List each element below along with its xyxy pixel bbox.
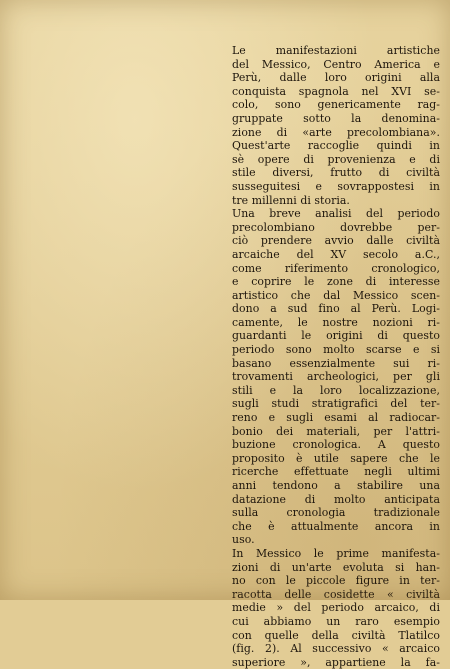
text-line: superiore », appartiene la fa- bbox=[232, 655, 440, 669]
paragraph-3 bbox=[232, 547, 440, 669]
text-line: con quelle della civiltà Tlatilco bbox=[232, 628, 440, 642]
text-line: e coprire le zone di interesse bbox=[232, 275, 440, 289]
text-line: basano essenzialmente sui ri- bbox=[232, 356, 440, 370]
text-line: dono a sud fino al Perù. Logi- bbox=[232, 302, 440, 316]
text-line: proposito è utile sapere che le bbox=[232, 451, 440, 465]
text-line: Le manifestazioni artistiche bbox=[232, 44, 440, 57]
text-line: cui abbiamo un raro esempio bbox=[232, 614, 440, 628]
text-line: reno e sugli esami al radiocar- bbox=[232, 411, 440, 425]
text-line: che è attualmente ancora in bbox=[232, 519, 440, 533]
text-line: datazione di molto anticipata bbox=[232, 492, 440, 506]
text-line: Perù, dalle loro origini alla bbox=[232, 71, 440, 85]
text-line: racotta delle cosidette « civiltà bbox=[232, 587, 440, 601]
text-line: stile diversi, frutto di civiltà bbox=[232, 166, 440, 180]
text-line: ricerche effettuate negli ultimi bbox=[232, 465, 440, 479]
text-line: bonio dei materiali, per l'attri- bbox=[232, 424, 440, 438]
text-line: Quest'arte raccoglie quindi in bbox=[232, 139, 440, 153]
text-line: stili e la loro localizzazione, bbox=[232, 383, 440, 397]
text-line: periodo sono molto scarse e si bbox=[232, 343, 440, 357]
text-line: no con le piccole figure in ter- bbox=[232, 574, 440, 588]
text-line: trovamenti archeologici, per gli bbox=[232, 370, 440, 384]
text-line: sugli studi stratigrafici del ter- bbox=[232, 397, 440, 411]
text-line: In Messico le prime manifesta- bbox=[232, 546, 440, 560]
text-line: medie » del periodo arcaico, di bbox=[232, 601, 440, 615]
text-line: tre millenni di storia. bbox=[232, 193, 350, 207]
text-line: gruppate sotto la denomina- bbox=[232, 111, 440, 125]
text-line: zione di «arte precolombiana». bbox=[232, 125, 440, 139]
text-line: come riferimento cronologico, bbox=[232, 261, 440, 275]
text-column bbox=[232, 44, 440, 669]
text-line: anni tendono a stabilire una bbox=[232, 479, 440, 492]
text-line: camente, le nostre nozioni ri- bbox=[232, 315, 440, 329]
text-line: sè opere di provenienza e di bbox=[232, 152, 440, 166]
text-line: sulla cronologia tradizionale bbox=[232, 506, 440, 520]
paragraph-1 bbox=[232, 44, 440, 207]
text-line: guardanti le origini di questo bbox=[232, 329, 440, 343]
text-line: arcaiche del XV secolo a.C., bbox=[232, 247, 440, 261]
text-line: del Messico, Centro America e bbox=[232, 57, 440, 71]
paragraph-2 bbox=[232, 207, 440, 547]
text-line: susseguitesi e sovrappostesi in bbox=[232, 179, 440, 193]
text-line: conquista spagnola nel XVI se- bbox=[232, 84, 440, 98]
text-line: uso. bbox=[232, 533, 255, 547]
text-line: ciò prendere avvio dalle civiltà bbox=[232, 234, 440, 248]
text-line: precolombiano dovrebbe per- bbox=[232, 220, 440, 234]
text-line: (fig. 2). Al successivo « arcaico bbox=[232, 642, 440, 656]
text-line: Una breve analisi del periodo bbox=[232, 207, 440, 221]
text-line: colo, sono genericamente rag- bbox=[232, 98, 440, 112]
text-line: buzione cronologica. A questo bbox=[232, 438, 440, 452]
text-line: artistico che dal Messico scen- bbox=[232, 288, 440, 302]
text-line: zioni di un'arte evoluta si han- bbox=[232, 560, 440, 574]
